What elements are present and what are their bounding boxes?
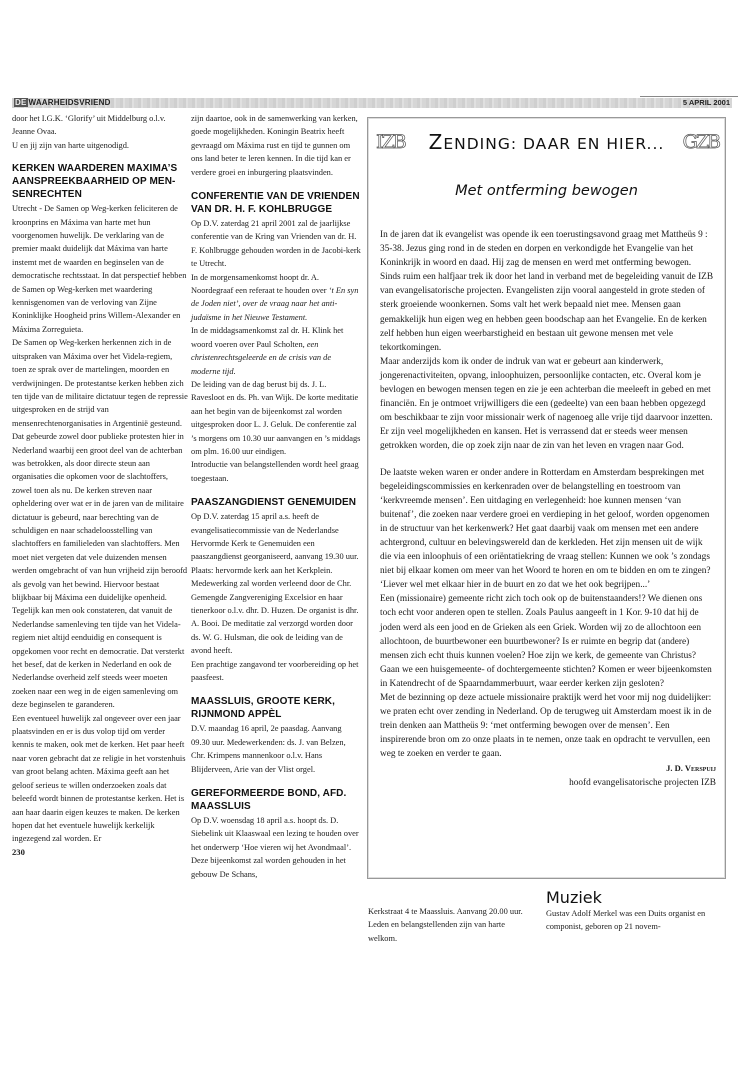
- article-paragraph: Gustav Adolf Merkel was een Duits organist en componist, geboren op 21 novem-: [546, 909, 706, 932]
- intro-text: door het I.G.K. ‘Glorify’ uit Middelburg o.l.v. Jeanne Ovaa.: [12, 114, 166, 137]
- article-paragraph: [191, 324, 361, 378]
- feature-paragraph: In de jaren dat ik evangelist was opende ik een toerustingsavond graag met Mattheüs 9 : 35-38. Jezus ging rond in de steden en dorpen en verkondigde het Evangelie van het Koninkrijk in woord en daad. Hij zag de mensen en werd met ontferming bewogen.: [380, 230, 708, 269]
- article-paragraph: Een prachtige zangavond ter voorbereiding op het paasfeest.: [191, 659, 359, 683]
- article-paragraph: De leiding van de dag berust bij ds. J. L. Ravesloot en ds. Ph. van Wijk. De korte meditatie aan het begin van de bijeenkomst zal worden uitgesproken door L. J. Geluk. De conferentie zal ’s morgens om 10.30 uur aanvangen en ’s middags om plm. 16.00 uur eindigen.: [191, 379, 361, 456]
- gzb-logo-icon: GZB: [682, 131, 719, 153]
- feature-title: [368, 130, 725, 154]
- text-italic: ‘t En syn de Joden niet’, over de vraag naar het anti-judaïsme in het Nieuwe Testament.: [191, 286, 359, 322]
- article-paragraph: Tegelijk kan men ook constateren, dat vanuit de Nederlandse samenleving ten tijde van het Videla-regiem niet altijd eenduidig en consequent is opgekomen voor recht en democratie. Dat versterkt het besef, dat de kerken in Nederland en ook de Nederlandse overheid zelf steeds weer moeten zoeken naar een weg in de eigen samenleving om deze beginselen te garanderen.: [12, 606, 185, 710]
- article-paragraph: Op D.V. zaterdag 15 april a.s. heeft de evangelisatiecommissie van de Nederlandse Hervormde Kerk te Genemuiden een paaszangdienst georganiseerd, aanvang 19.30 uur.: [191, 512, 359, 562]
- page-number: 230: [12, 846, 25, 857]
- continuation-text: zijn daartoe, ook in de samenwerking van kerken, goede mogelijkheden. Koningin Beatrix heeft gevraagd om Máxima rust en tijd te gunnen om ons land beter te leren kennen. In die tijd kan er verdere groei en inburgering plaatsvinden.: [191, 114, 358, 177]
- feature-paragraph: Een (missionaire) gemeente richt zich toch ook op de buitenstaanders!? We dienen ons toch echt voor anderen open te stellen. Zoals Paulus aangeeft in 1 Kor. 9-10 dat hij de joden werd als een jood en de Grieken als een Griek. Worden wij zo de allochtoon een allochtoon, de buurtbewoner een buurtbewoner? Is er ruimte en begrip dat (andere) mensen zich echt thuis kunnen voelen? Hoe zijn we kerk, de gemeente van Christus? Gaan we een huisgemeente- of dochtergemeente stichten? Komen er weer bijeenkomsten in Katendrecht of de Spaarndammerbuurt, waar eerder kerken zijn gesloten?: [380, 594, 712, 689]
- masthead-title: WAARHEIDSVRIEND: [28, 98, 111, 107]
- feature-body: [380, 228, 716, 790]
- article-paragraph: De Samen op Weg-kerken herkennen zich in de uitspraken van Máxima over het Videla-regiem, toen ze sprak over de martelingen, moorden en verdwijningen. De protestantse kerken hebben zich ten tijde van de militaire dictatuur tegen de repressie uitgesproken en de strijd van mensenrechtenorganisaties in Argentinië gesteund. Dat gebeurde zowel door publieke protesten hier in Nederland waarbij een groot deel van de achterban was betrokken, als door directe steun aan organisaties die opkomen voor de slachtoffers, zowel toen als nu. De kerken streven naar opheldering over wat er in de jaren van de militaire dictatuur is gebeurd, naar berechting van de schuldigen en naar schadeloosstelling van slachtoffers en familieleden van slachtoffers. Men moet niet vergeten dat vele duizenden mensen werden omgebracht of van hun vrijheid zijn beroofd als gevolg van het bewind. Hiervoor bestaat blijkbaar bij Máxima een duidelijke openheid.: [12, 338, 188, 602]
- title-initial: Z: [428, 130, 444, 154]
- top-rule: [640, 96, 738, 97]
- feature-paragraph: De laatste weken waren er onder andere in Rotterdam en Amsterdam besprekingen met begeleidingscommissies en kerkenraden over de belangstelling en toestroom van ‘kerkvreemde mensen’. Een uitdaging en verlegenheid: hoe kunnen mensen ‘van buitenaf’, die zoeken naar verdere groei en verdieping in het geloof, worden opgenomen in de structuur van het kerkenwerk? Het gaat daarbij vaak om mensen met een andere achtergrond, cultuur en belevingswereld dan de kerkleden. Het zijn mensen uit de wijk die via een inloophuis of een oriëntatiekring de vraag stellen: Kunnen we ook ’s zondags niet bij elkaar komen om meer van het Woord te horen en om te bidden en om te zingen? ‘Liever wel met elkaar hier in de buurt en zo dat we het ook begrijpen...’: [380, 467, 711, 591]
- masthead-prefix: DE: [15, 98, 27, 107]
- article-heading-gereformeerde-bond: GEREFORMEERDE BOND, AFD. MAASSLUIS: [191, 788, 347, 813]
- column-3: [368, 905, 536, 945]
- article-paragraph: [191, 271, 361, 325]
- issue-date: 5 APRIL 2001: [682, 98, 730, 107]
- zending-feature-box: [367, 117, 726, 879]
- article-heading-kohlbrugge: CONFERENTIE VAN DE VRIENDEN VAN DR. H. F. KOHLBRUGGE: [191, 191, 360, 216]
- column-2: [191, 112, 361, 881]
- masthead: [14, 98, 111, 108]
- article-paragraph: Op D.V. woensdag 18 april a.s. hoopt ds. D. Siebelink uit Klaaswaal een lezing te houden over het onderwerp ‘Hoe vieren wij het Avondmaal’. Deze bijeenkomst zal worden gehouden in het gebouw De Schans,: [191, 816, 359, 879]
- text-lead: In de morgensamenkomst hoopt dr. A. Noordegraaf een referaat te houden over: [191, 272, 327, 296]
- feature-subtitle: Met ontferming bewogen: [455, 183, 638, 199]
- author-signature: J. D. Verspuij: [666, 763, 716, 774]
- continuation-text: Kerkstraat 4 te Maassluis. Aanvang 20.00 uur. Leden en belangstellenden zijn van harte welkom.: [368, 907, 523, 943]
- izb-logo-icon: IZB: [376, 131, 405, 153]
- text-italic: een christenrechtsgeleerde en de crisis van de moderne tijd.: [191, 339, 332, 376]
- page-header-band: [12, 98, 732, 108]
- article-heading-maassluis: MAASSLUIS, GROOTE KERK, RIJNMOND APPÈL: [191, 696, 335, 721]
- text-lead: In de middagsamenkomst zal dr. H. Klink het woord voeren over Paul Scholten,: [191, 326, 344, 349]
- article-paragraph: Utrecht - De Samen op Weg-kerken feliciteren de kroonprins en Máxima van harte met hun voorgenomen huwelijk. De verklaring van de premier maakt duidelijk dat Máxima van harte instemt met de waarden en beginselen van de democratische rechtsstaat. In dat perspectief hebben de Samen op Weg-kerken met waardering kennisgenomen van de verloving van Zijne Koninklijke Hoogheid prins Willem-Alexander en Máxima Zorreguieta.: [12, 204, 187, 334]
- feature-paragraph: Met de bezinning op deze actuele missionaire praktijk werd het voor mij nog duidelijker: we praten echt over zending in Nederland. Op de terugweg uit Amsterdam moest ik in de trein denken aan Mattheüs 9: ‘met ontferming bewogen over de mensen’. Een inspirerende bron om zo onze plaats in te nemen, onze taak en opdracht te vervullen, een weg te zoeken en verder te gaan.: [380, 693, 712, 760]
- article-paragraph: Plaats: hervormde kerk aan het Kerkplein. Medewerking zal worden verleend door de Chr. Gemengde Zangvereniging Excelsior en haar tienerkoor o.l.v. dhr. D. Huzen. De organist is dhr. A. Booi. De meditatie zal verzorgd worden door ds. W. G. Hulsman, die ook de leiding van de avond heeft.: [191, 565, 359, 656]
- column-1: [12, 112, 188, 859]
- section-heading-muziek: Muziek: [546, 888, 602, 907]
- feature-paragraph: Sinds ruim een halfjaar trek ik door het land in verband met de begeleiding vanuit de IZB van evangelisatorische projecten. Evangelisten zijn vooral aangesteld in grote steden of sterk groeiende woonkernen. Soms valt het werk bepaald niet mee. Mensen gaan gemakkelijk hun eigen weg en hebben geen boodschap aan het Evangelie. En de kerken zelf hebben hun eigen weerbarstigheid en bestaan uit gewone mensen met vele tekortkomingen.: [380, 272, 714, 353]
- author-role: hoofd evangelisatorische projecten IZB: [569, 777, 716, 788]
- article-paragraph: Op D.V. zaterdag 21 april 2001 zal de jaarlijkse conferentie van de Kring van Vrienden van dr. H. F. Kohlbrugge gehouden worden in de Jacobi-kerk te Utrecht.: [191, 219, 361, 269]
- column-4: [546, 889, 722, 934]
- article-heading-maxima: KERKEN WAARDEREN MAXIMA’S AANSPREEKBAARHEID OP MEN-SENRECHTEN: [12, 163, 178, 201]
- paragraph-gap: [380, 454, 716, 466]
- feature-paragraph: Maar anderzijds kom ik onder de indruk van wat er gebeurt aan kinderwerk, jongerenactiviteiten, opvang, inloophuizen, persoonlijke contacten, etc. Overal kom je bevlogen en bewogen mensen tegen en zie je een achterban die meeleeft in gebed en met financiën. En je ontmoet vrijwilligers die een (gedeelte) van een baan hebben opgezegd om beschikbaar te zijn voor missionair werk of nagenoeg alle vrije tijd daarvoor inzetten. Er zijn veel mogelijkheden en kansen. Het is verrassend dat er steeds weer mensen getrokken worden, die op zoek zijn naar de zin van het leven en vragen naar God.: [380, 356, 713, 452]
- article-paragraph: Introductie van belangstellenden wordt heel graag toegestaan.: [191, 460, 359, 483]
- title-rest: ENDING: DAAR EN HIER...: [443, 135, 665, 153]
- intro-invite: U en jij zijn van harte uitgenodigd.: [12, 140, 129, 150]
- article-paragraph: Een eventueel huwelijk zal ongeveer over een jaar plaatsvinden en er is dus volop tijd om verder kennis te maken, ook met de kerken. Het paar heeft naar voren gebracht dat ze religie in het vorstenhuis van groot belang achten. Máxima geeft aan het geloof serieus te willen onderzoeken zoals dat beleefd wordt binnen de protestantse kerken. Het is aan haar daarin eigen keuzes te maken. De kerken hopen dat het eventuele huwelijk kerkelijk ingezegend zal worden. Er: [12, 713, 186, 844]
- article-heading-paaszangdienst: PAASZANGDIENST GENEMUIDEN: [191, 497, 357, 509]
- article-paragraph: D.V. maandag 16 april, 2e paasdag. Aanvang 09.30 uur. Medewerkenden: ds. J. van Belzen, Chr. Krimpens mannenkoor o.l.v. Hans Blijderveen, Arie van der Vlist orgel.: [191, 724, 346, 774]
